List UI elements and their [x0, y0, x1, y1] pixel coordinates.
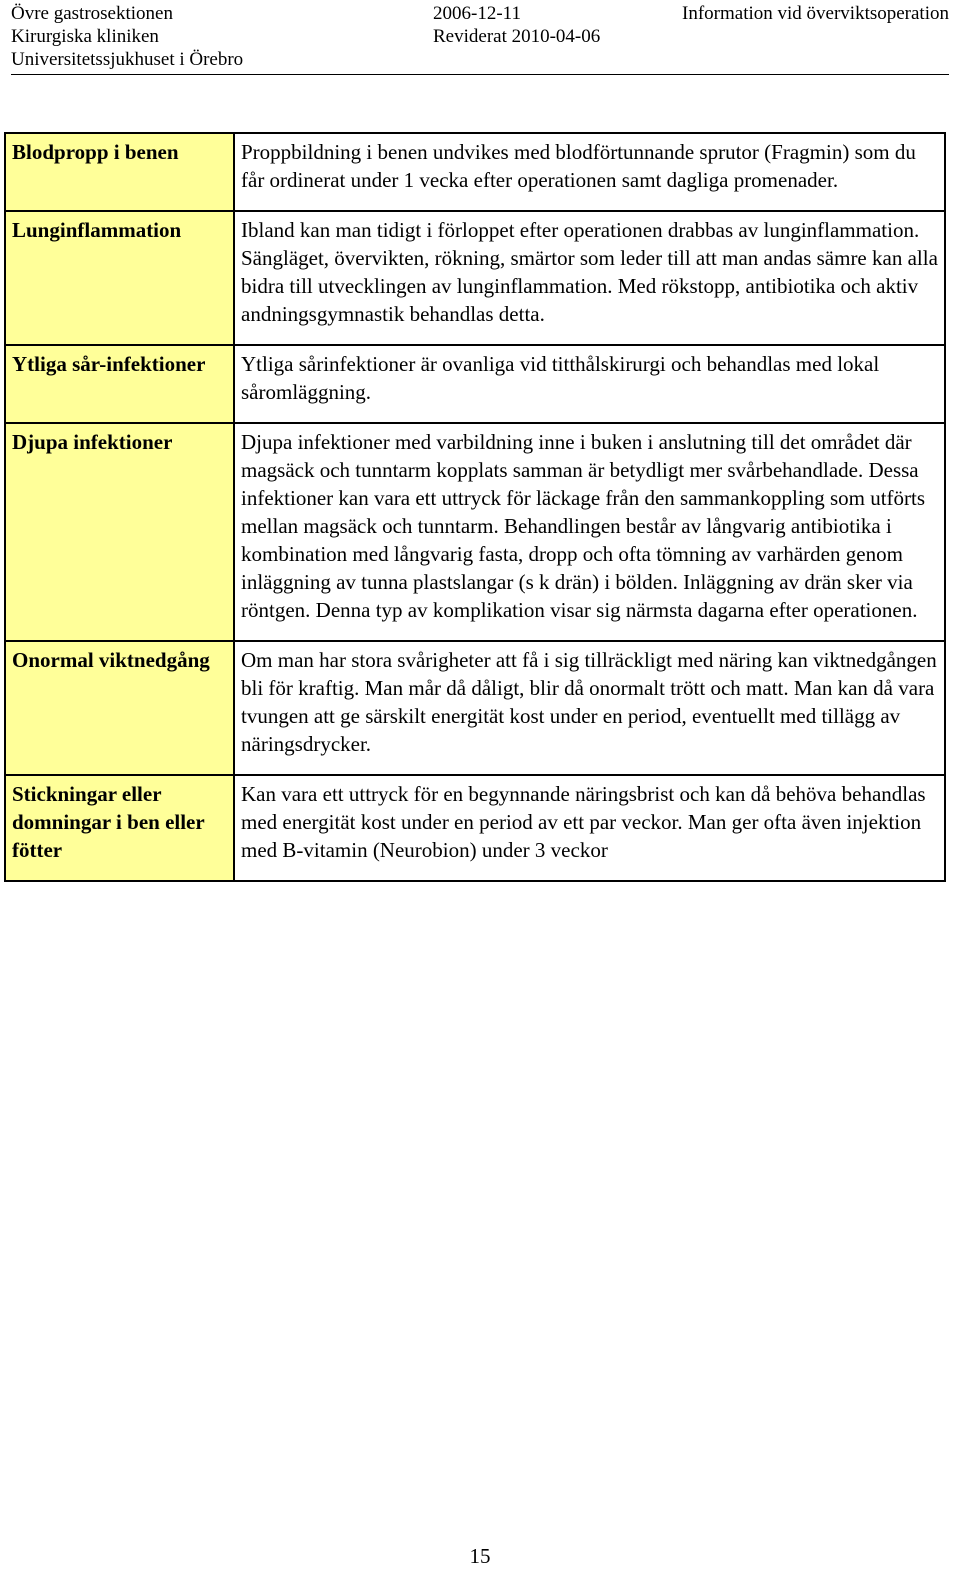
row-description: Djupa infektioner med varbildning inne i buken i anslutning till det området där magsäck och tunntarm kopplats samman är betydligt mer svårbehandlade. Dessa infektioner kan vara ett uttryck för läckage från den sammankoppling som utförts mellan magsäck och tunntarm. Behandlingen består av långvarig antibiotika i kombination med långvarig fasta, dropp och ofta tömning av varhärden genom inläggning av tunna plastslangar (s k drän) i bölden. Inläggning av drän sker via röntgen. Denna typ av komplikation visar sig närmsta dagarna efter operationen. — [234, 423, 945, 641]
page-number: 15 — [469, 1544, 491, 1568]
table-row — [5, 423, 945, 641]
header-middle — [433, 2, 600, 48]
table-row — [5, 641, 945, 775]
row-term: Djupa infektioner — [5, 423, 234, 641]
complications-table — [4, 132, 946, 882]
header-date: 2006-12-11 — [433, 3, 521, 24]
table-row — [5, 775, 945, 881]
table-row — [5, 345, 945, 423]
row-term: Onormal viktnedgång — [5, 641, 234, 775]
row-description: Kan vara ett uttryck för en begynnande näringsbrist och kan då behöva behandlas med energität kost under en period av ett par veckor. Man ger ofta även injektion med B-vitamin (Neurobion) under 3 veckor — [234, 775, 945, 881]
header-right — [682, 2, 949, 25]
header-department: Övre gastrosektionen — [11, 3, 173, 24]
row-description: Om man har stora svårigheter att få i sig tillräckligt med näring kan viktnedgången bli för kraftig. Man mår då dåligt, blir då onormalt trött och matt. Man kan då vara tvungen att ge särskilt energität kost under en period, eventuellt med tillägg av näringsdrycker. — [234, 641, 945, 775]
table-row — [5, 211, 945, 345]
header-document-title: Information vid överviktsoperation — [682, 3, 949, 24]
header-hospital: Universitetssjukhuset i Örebro — [11, 49, 244, 70]
row-term: Ytliga sår-infektioner — [5, 345, 234, 423]
row-description: Ytliga sårinfektioner är ovanliga vid titthålskirurgi och behandlas med lokal såromläggning. — [234, 345, 945, 423]
header-clinic: Kirurgiska kliniken — [11, 26, 159, 47]
row-description: Ibland kan man tidigt i förloppet efter operationen drabbas av lunginflammation. Sängläget, övervikten, rökning, smärtor som leder till att man andas sämre kan alla bidra till utvecklingen av lunginflammation. Med rökstopp, antibiotika och aktiv andningsgymnastik behandlas detta. — [234, 211, 945, 345]
row-term: Lunginflammation — [5, 211, 234, 345]
row-description: Proppbildning i benen undvikes med blodförtunnande sprutor (Fragmin) som du får ordinerat under 1 vecka efter operationen samt dagliga promenader. — [234, 133, 945, 211]
header-left — [11, 2, 243, 71]
row-term: Blodpropp i benen — [5, 133, 234, 211]
page-header — [11, 0, 949, 75]
row-term: Stickningar eller domningar i ben eller fötter — [5, 775, 234, 881]
table-row — [5, 133, 945, 211]
header-revised: Reviderat 2010-04-06 — [433, 26, 601, 47]
